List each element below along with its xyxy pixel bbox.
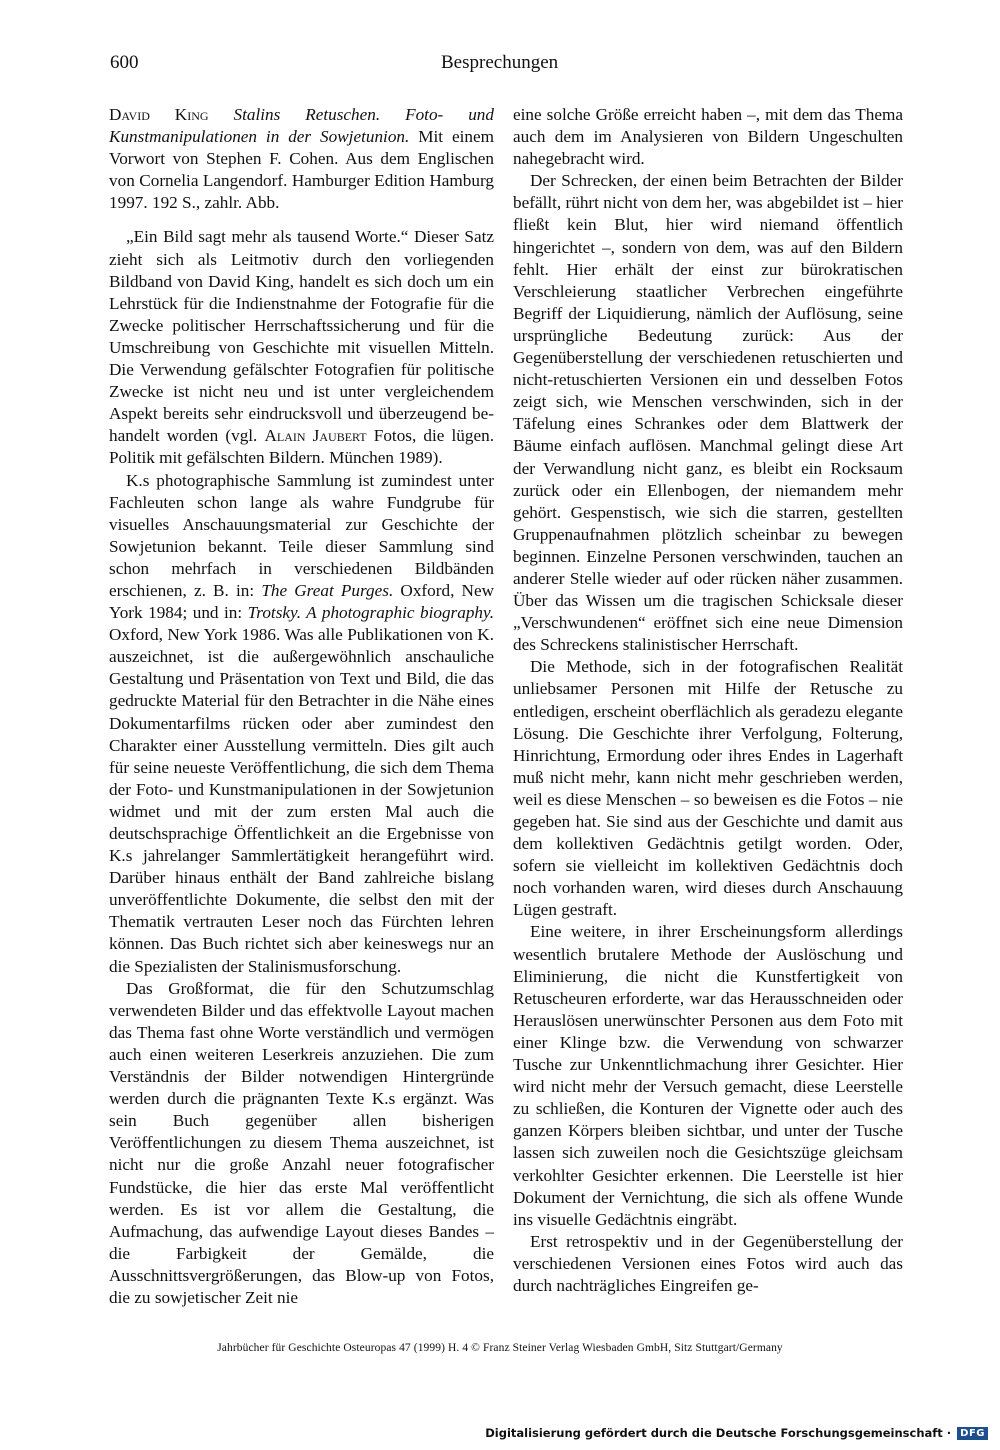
cited-author: Alain Jaubert	[264, 426, 367, 446]
running-head: Besprechungen	[441, 52, 559, 73]
text-span: Oxford, New York 1984; und in:	[109, 580, 494, 623]
dfg-logo-icon: DFG	[957, 1427, 988, 1440]
paragraph: eine solche Größe erreicht haben –, mit dem das Thema auch dem im Analysieren von Bildern Ungeschulten nahegebracht wird.	[513, 105, 903, 169]
review-author: David King	[109, 105, 209, 124]
left-column	[109, 104, 494, 1309]
review-book-title: Stalins Retuschen. Foto- und Kunstmanipulationen in der Sowjetunion.	[109, 105, 494, 147]
paragraph: Erst retrospektiv und in der Gegenüberstellung der verschiedenen Versionen eines Fotos wird auch das durch nachträgliches Eingreifen ge-	[513, 1231, 903, 1295]
dfg-notice-text: Digitalisierung gefördert durch die Deutsche Forschungsgemeinschaft ·	[485, 1426, 952, 1440]
cited-title: Trotsky. A photographic biography.	[247, 603, 494, 623]
text-span: Oxford, New York 1986. Was alle Publikationen von K. auszeichnet, ist die außergewöhnlich anschauliche Gestaltung und Präsentation von Text und Bild, die das gedruckte Material für den Betrachter in die Nähe eines Dokumentarfilms rücken oder aber zumindest den Charakter einer Ausstellung vermitteln. Dies gilt auch für seine neueste Veröffentlichung, die sich dem Thema der Foto- und Kunstmanipulationen in der Sowjetunion widmet und mit der zum ersten Mal auch die deutschsprachige Öffentlichkeit an die Ergebnisse von K.s jahrelanger Sammlertätigkeit herangeführt wird. Darüber hinaus enthält der Band zahlreiche bislang unveröffentlichte Dokumente, die selbst den mit der Thematik vertrauten Leser noch das Fürchten lehren können. Das Buch richtet sich aber keineswegs nur an die Spezialisten der Stalinismusforschung.	[109, 625, 494, 976]
journal-citation: Jahrbücher für Geschichte Osteuropas 47 (1999) H. 4 © Franz Steiner Verlag Wiesbaden GmbH, Sitz Stuttgart/Germany	[217, 1342, 783, 1354]
text-span: Fotos, die lügen. Politik mit gefälschten Bildern. München 1989).	[109, 426, 494, 468]
paragraph: Die Methode, sich in der fotografischen Realität unliebsamer Personen mit Hilfe der Retusche zu entledigen, erscheint oberflächlich als geradezu elegante Lösung. Die Geschichte ihrer Verfolgung, Folterung, Hinrichtung, Ermordung oder ihres Endes in Lagerhaft muß nicht mehr, kann nicht mehr geschrieben werden, weil es diese Menschen – so beweisen es die Fotos – nie gegeben hat. Sie sind aus der Geschichte und damit aus dem kollektiven Gedächtnis getilgt worden. Oder, sofern sie vielleicht im kollektiven Gedächtnis doch noch vorhanden waren, wird dieses durch Anschauung Lügen gestraft.	[513, 657, 903, 920]
paragraph: Eine weitere, in ihrer Erscheinungsform allerdings wesentlich brutalere Methode der Auslöschung und Eliminierung, die nicht die Kunstfertigkeit von Retuscheuren erforderte, war das Herausschneiden oder Herauslösen unerwünschter Personen aus dem Foto mit einer Klinge bzw. die Verwendung von schwarzer Tusche zur Unkenntlichmachung ihrer Gesichter. Hier wird nicht mehr der Versuch gemacht, diese Leerstelle zu schließen, die Konturen der Vignette oder auch des ganzen Körpers bleiben sichtbar, und unter der Tusche lassen sich zuweilen noch die Gesichtszüge gleichsam verkohlter Gesichter erkennen. Die Leerstelle ist hier Dokument der Vernichtung, die sich als offene Wunde ins visuelle Gedächtnis eingräbt.	[513, 922, 903, 1229]
review-book-details: Mit einem Vorwort von Stephen F. Cohen. Aus dem Englischen von Cornelia Langendorf. Hamburger Edition Hamburg 1997. 192 S., zahlr. Abb.	[109, 127, 494, 213]
paragraph: Das Großformat, die für den Schutzumschlag verwendeten Bilder und das effektvolle Layout machen das Thema fast ohne Worte verständlich und vermögen auch einen weiteren Leserkreis anzuziehen. Die zum Verständnis der Bilder notwendigen Hintergründe werden durch die prägnanten Texte K.s ergänzt. Was sein Buch gegenüber allen bisherigen Veröffentlichungen zu diesem Thema auszeichnet, ist nicht nur die große Anzahl neuer fotografischer Fundstücke, die hier das erste Mal veröffentlicht werden. Es ist vor allem die Gestaltung, die Aufmachung, das aufwendige Layout dieses Bandes – die Farbigkeit der Gemälde, die Ausschnittsvergrößerungen, das Blow-up von Fotos, die zu sowjetischer Zeit nie	[109, 978, 494, 1307]
dfg-notice	[485, 1426, 988, 1440]
review-heading	[109, 104, 494, 214]
cited-title: The Great Purges.	[261, 580, 394, 600]
text-span: „Ein Bild sagt mehr als tausend Worte.“ Dieser Satz zieht sich als Leitmotiv durch den vorliegenden Bildband von David King, handelt es sich doch um ein Lehrstück für die Indienstnahme der Fotografie für die Zwecke politischer Herrschaftssicherung und für die Umschreibung von Geschichte mit visuellen Mitteln. Die Verwendung gefälschter Fotografien für politische Zwecke ist nicht neu und ist unter vergleichendem Aspekt bereits sehr eindrucksvoll und überzeugend behandelt worden (vgl.	[109, 227, 494, 446]
paragraph	[109, 470, 494, 978]
text-span: K.s photographische Sammlung ist zumindest unter Fachleuten schon lange als wahre Fundgrube für visuelles Anschauungsmaterial zur Geschichte der Sowjetunion bekannt. Teile dieser Sammlung sind schon mehrfach in verschiedenen Bildbänden erschienen, z. B. in:	[109, 470, 494, 600]
right-column	[513, 104, 903, 1297]
paragraph: Der Schrecken, der einen beim Betrachten der Bilder befällt, rührt nicht von dem her, was abgebildet ist – hier fließt kein Blut, hier wird niemand öffentlich hingerichtet –, sondern von dem, was auf den Bildern fehlt. Hier erhält der einst zur bürokratischen Verschleierung staatlicher Verbrechen eingeführte Begriff der Liquidierung, nämlich der Auflösung, seine ursprüngliche Bedeutung zurück: Aus der Gegenüberstellung der verschiedenen retuschierten und nicht-retuschierten Versionen ein und desselben Fotos zeigt sich, wie Menschen verschwinden, sich in der Täfelung eines Schrankes oder dem Blattwerk der Bäume einfach auflösen. Manchmal gelingt diese Art der Verwandlung nicht ganz, es bleibt ein Rocksaum zurück oder ein Ellenbogen, der niemandem mehr gehört. Gespenstisch, wie sich die starren, gestellten Gruppenaufnahmen plötzlich scheinbar zu bewegen beginnen. Einzelne Personen verschwinden, tauchen an anderer Stelle wieder auf oder rücken näher zusammen. Über das Wissen um die tragischen Schicksale dieser „Verschwundenen“ eröffnet sich eine neue Dimension des Schreckens stalinistischer Herrschaft.	[513, 171, 903, 655]
page-number: 600	[110, 52, 139, 73]
paragraph	[109, 226, 494, 469]
